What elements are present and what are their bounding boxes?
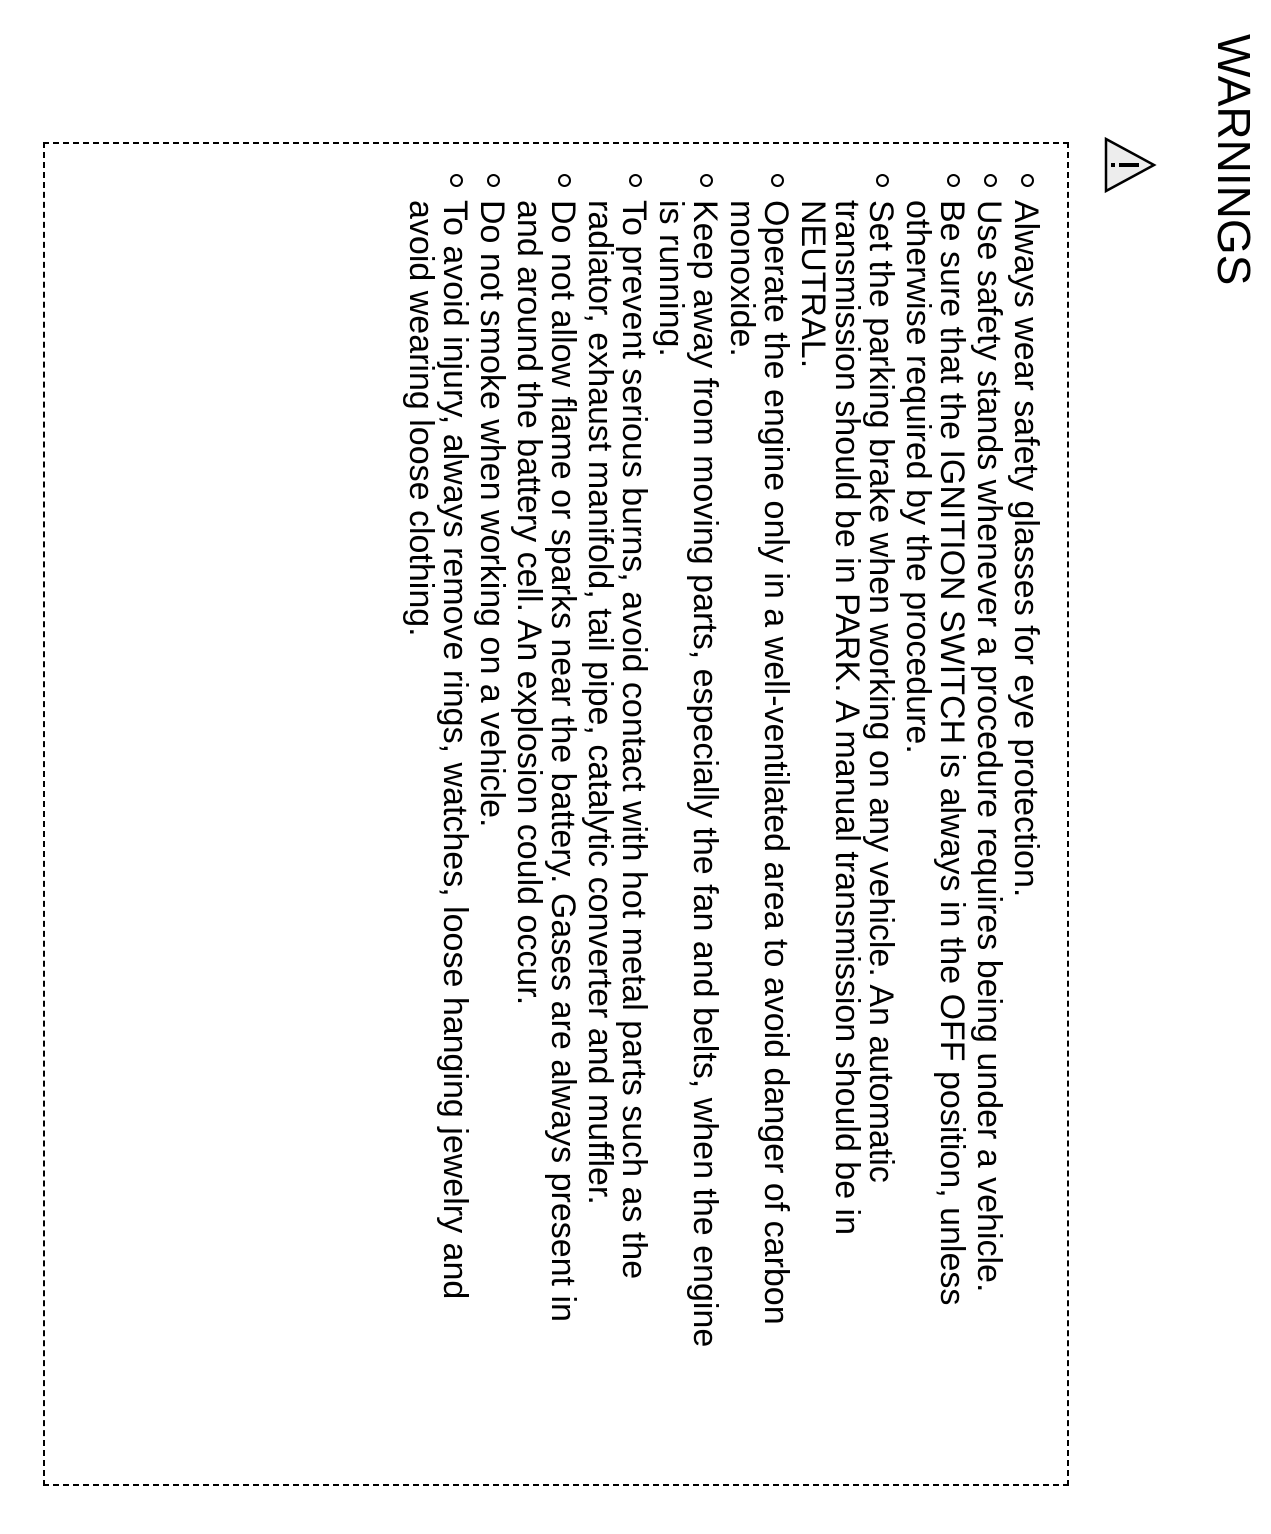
warning-text: Be sure that the IGNITION SWITCH is always in the OFF position, unless otherwise required by the procedure.: [899, 200, 971, 1306]
list-item: [583, 174, 651, 1364]
warning-text: To prevent serious burns, avoid contact with hot metal parts such as the radiator, exhaust manifold, tail pipe, catalytic converter and muffler.: [581, 200, 653, 1280]
list-item: [972, 174, 1006, 1364]
list-item: [1009, 174, 1043, 1364]
warning-text: Do not smoke when working on a vehicle.: [473, 200, 511, 828]
warning-triangle-icon: [1103, 136, 1157, 194]
bullet-icon: [700, 174, 713, 187]
list-item: [796, 174, 898, 1364]
bullet-icon: [450, 174, 463, 187]
bullet-icon: [947, 174, 960, 187]
warning-text: To avoid injury, always remove rings, watches, loose hanging jewelry and avoid wearing loose clothing.: [402, 200, 474, 1300]
bullet-icon: [487, 174, 500, 187]
list-item: [725, 174, 793, 1364]
bullet-icon: [1021, 174, 1034, 187]
warning-text: Always wear safety glasses for eye protection.: [1007, 200, 1045, 898]
list-item: [512, 174, 580, 1364]
bullet-icon: [876, 174, 889, 187]
warning-text: Set the parking brake when working on any vehicle. An automatic transmission should be in PARK. A manual transmission should be in NEUTRAL.: [794, 200, 900, 1236]
list-item: [654, 174, 722, 1364]
bullet-icon: [984, 174, 997, 187]
warning-text: Do not allow flame or sparks near the battery. Gases are always present in and around the battery cell. An explosion could occur.: [510, 200, 582, 1322]
list-item: [901, 174, 969, 1364]
bullet-icon: [771, 174, 784, 187]
warning-text: Use safety stands whenever a procedure requires being under a vehicle.: [970, 200, 1008, 1293]
bullet-icon: [558, 174, 571, 187]
page-title: WARNINGS: [1208, 34, 1260, 286]
warning-text: Keep away from moving parts, especially the fan and belts, when the engine is running.: [652, 200, 724, 1348]
warnings-list: [401, 174, 1043, 1364]
list-item: [475, 174, 509, 1364]
warning-text: Operate the engine only in a well-ventilated area to avoid danger of carbon monoxide.: [723, 200, 795, 1325]
bullet-icon: [629, 174, 642, 187]
list-item: [404, 174, 472, 1364]
